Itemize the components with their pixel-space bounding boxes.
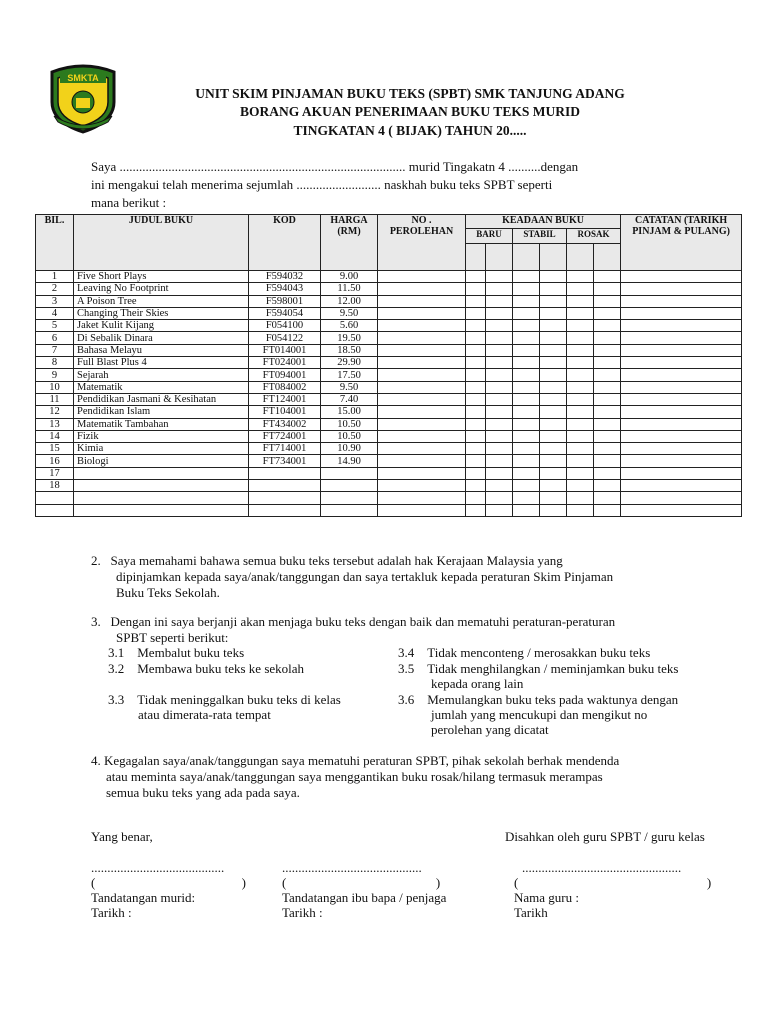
row-empty-cell	[594, 332, 621, 344]
row-empty-cell	[540, 283, 567, 295]
row-empty-cell	[594, 393, 621, 405]
rule-3-6: 3.6 Memulangkan buku teks pada waktunya dengan jumlah yang mencukupi dan mengikut no perolehan yang dicatat	[398, 692, 679, 737]
row-empty-cell	[486, 332, 513, 344]
table-row	[36, 504, 742, 516]
row-harga: 19.50	[321, 332, 378, 344]
row-bil	[36, 504, 74, 516]
col-judul: JUDUL BUKU	[74, 215, 249, 271]
table-row	[36, 418, 742, 430]
row-empty-cell	[594, 504, 621, 516]
row-empty-cell	[466, 480, 486, 492]
row-bil: 14	[36, 430, 74, 442]
col-baru: BARU	[466, 229, 513, 244]
row-empty-cell	[486, 283, 513, 295]
row-empty-cell	[486, 418, 513, 430]
row-empty-cell	[486, 271, 513, 283]
yang-benar: Yang benar,	[91, 829, 153, 844]
rule-3-3: 3.3 Tidak meninggalkan buku teks di kelas atau dimerata-rata tempat	[108, 692, 341, 722]
svg-text:SMKTA: SMKTA	[67, 73, 99, 83]
rule-3-1: 3.1 Membalut buku teks	[108, 645, 245, 660]
table-row	[36, 430, 742, 442]
row-empty-cell	[567, 357, 594, 369]
row-empty-cell	[378, 406, 466, 418]
row-empty-cell	[567, 455, 594, 467]
table-row	[36, 320, 742, 332]
row-empty-cell	[621, 455, 742, 467]
row-harga: 18.50	[321, 344, 378, 356]
row-kod: F594043	[249, 283, 321, 295]
row-empty-cell	[486, 480, 513, 492]
row-bil: 17	[36, 467, 74, 479]
col-bil: BIL.	[36, 215, 74, 271]
row-empty-cell	[378, 283, 466, 295]
row-kod: F598001	[249, 295, 321, 307]
row-empty-cell	[513, 295, 540, 307]
intro-line-3: mana berikut :	[91, 195, 167, 210]
col-catatan: CATATAN (TARIKH PINJAM & PULANG)	[621, 215, 742, 271]
row-empty-cell	[567, 295, 594, 307]
row-empty-cell	[621, 357, 742, 369]
row-empty-cell	[540, 393, 567, 405]
row-empty-cell	[567, 480, 594, 492]
row-harga: 10.90	[321, 443, 378, 455]
row-empty-cell	[540, 295, 567, 307]
row-kod: FT084002	[249, 381, 321, 393]
row-empty-cell	[466, 307, 486, 319]
row-judul: Bahasa Melayu	[74, 344, 249, 356]
row-bil: 1	[36, 271, 74, 283]
table-row	[36, 443, 742, 455]
table-row	[36, 283, 742, 295]
row-empty-cell	[486, 467, 513, 479]
row-empty-cell	[513, 320, 540, 332]
row-harga: 10.50	[321, 430, 378, 442]
row-empty-cell	[567, 307, 594, 319]
row-harga: 5.60	[321, 320, 378, 332]
table-row	[36, 393, 742, 405]
row-empty-cell	[621, 271, 742, 283]
row-empty-cell	[513, 418, 540, 430]
row-kod: FT024001	[249, 357, 321, 369]
table-row	[36, 295, 742, 307]
row-empty-cell	[540, 332, 567, 344]
row-empty-cell	[378, 295, 466, 307]
row-empty-cell	[513, 344, 540, 356]
row-empty-cell	[466, 455, 486, 467]
row-empty-cell	[621, 283, 742, 295]
row-empty-cell	[621, 467, 742, 479]
row-empty-cell	[567, 344, 594, 356]
row-empty-cell	[621, 430, 742, 442]
row-empty-cell	[466, 344, 486, 356]
row-empty-cell	[513, 307, 540, 319]
row-empty-cell	[513, 467, 540, 479]
row-empty-cell	[466, 430, 486, 442]
row-bil: 5	[36, 320, 74, 332]
row-empty-cell	[567, 393, 594, 405]
row-empty-cell	[567, 381, 594, 393]
row-empty-cell	[466, 467, 486, 479]
row-empty-cell	[594, 307, 621, 319]
row-empty-cell	[594, 480, 621, 492]
row-empty-cell	[567, 332, 594, 344]
row-kod: F594054	[249, 307, 321, 319]
row-empty-cell	[594, 271, 621, 283]
row-harga: 29.90	[321, 357, 378, 369]
row-kod	[249, 480, 321, 492]
row-empty-cell	[378, 344, 466, 356]
row-empty-cell	[513, 443, 540, 455]
col-harga: HARGA (RM)	[321, 215, 378, 271]
row-empty-cell	[567, 443, 594, 455]
row-empty-cell	[486, 430, 513, 442]
row-empty-cell	[378, 332, 466, 344]
row-judul: Kimia	[74, 443, 249, 455]
row-empty-cell	[567, 492, 594, 504]
row-empty-cell	[378, 369, 466, 381]
row-empty-cell	[594, 357, 621, 369]
row-kod: FT724001	[249, 430, 321, 442]
row-kod: FT104001	[249, 406, 321, 418]
row-empty-cell	[486, 320, 513, 332]
row-empty-cell	[594, 406, 621, 418]
row-empty-cell	[567, 504, 594, 516]
row-empty-cell	[540, 480, 567, 492]
row-bil: 6	[36, 332, 74, 344]
row-empty-cell	[378, 393, 466, 405]
row-bil: 9	[36, 369, 74, 381]
row-kod: F054100	[249, 320, 321, 332]
row-empty-cell	[513, 271, 540, 283]
row-empty-cell	[486, 455, 513, 467]
col-rosak: ROSAK	[567, 229, 621, 244]
row-empty-cell	[567, 369, 594, 381]
row-empty-cell	[378, 504, 466, 516]
row-empty-cell	[540, 418, 567, 430]
row-empty-cell	[513, 492, 540, 504]
table-row	[36, 492, 742, 504]
row-kod	[249, 504, 321, 516]
row-empty-cell	[621, 369, 742, 381]
row-bil: 2	[36, 283, 74, 295]
row-empty-cell	[466, 443, 486, 455]
row-empty-cell	[567, 271, 594, 283]
table-row	[36, 369, 742, 381]
row-empty-cell	[540, 455, 567, 467]
row-empty-cell	[513, 369, 540, 381]
row-judul: Jaket Kulit Kijang	[74, 320, 249, 332]
row-empty-cell	[594, 369, 621, 381]
row-bil: 12	[36, 406, 74, 418]
paragraph-2: 2. Saya memahami bahawa semua buku teks tersebut adalah hak Kerajaan Malaysia yang dipinjamkan kepada saya/anak/tanggungan dan saya tertakluk kepada peraturan Skim Pinjaman Buku Teks Sekolah.	[91, 553, 614, 600]
row-judul: Matematik Tambahan	[74, 418, 249, 430]
row-bil: 15	[36, 443, 74, 455]
row-empty-cell	[513, 381, 540, 393]
row-empty-cell	[621, 381, 742, 393]
row-empty-cell	[540, 430, 567, 442]
row-empty-cell	[621, 295, 742, 307]
row-empty-cell	[378, 467, 466, 479]
table-row	[36, 381, 742, 393]
row-bil: 3	[36, 295, 74, 307]
row-empty-cell	[540, 406, 567, 418]
row-bil: 8	[36, 357, 74, 369]
row-empty-cell	[621, 443, 742, 455]
row-empty-cell	[486, 295, 513, 307]
row-kod: F594032	[249, 271, 321, 283]
row-judul: Pendidikan Islam	[74, 406, 249, 418]
row-empty-cell	[513, 480, 540, 492]
row-empty-cell	[621, 480, 742, 492]
row-harga: 15.00	[321, 406, 378, 418]
row-empty-cell	[486, 357, 513, 369]
row-bil: 11	[36, 393, 74, 405]
row-empty-cell	[513, 393, 540, 405]
row-empty-cell	[621, 418, 742, 430]
row-empty-cell	[567, 406, 594, 418]
rule-3-5: 3.5 Tidak menghilangkan / meminjamkan buku teks kepada orang lain	[398, 661, 679, 691]
row-empty-cell	[466, 271, 486, 283]
row-kod: FT714001	[249, 443, 321, 455]
row-judul: Matematik	[74, 381, 249, 393]
row-empty-cell	[594, 418, 621, 430]
row-empty-cell	[378, 418, 466, 430]
row-harga: 9.00	[321, 271, 378, 283]
row-empty-cell	[466, 418, 486, 430]
row-empty-cell	[540, 492, 567, 504]
row-kod: FT434002	[249, 418, 321, 430]
row-empty-cell	[594, 430, 621, 442]
row-harga	[321, 504, 378, 516]
paragraph-4: 4. Kegagalan saya/anak/tanggungan saya mematuhi peraturan SPBT, pihak sekolah berhak mendenda atau meminta saya/anak/tanggungan saya menggantikan buku rosak/hilang termasuk merampas semua buku teks yang ada pada saya.	[91, 753, 620, 800]
row-empty-cell	[513, 430, 540, 442]
row-judul	[74, 467, 249, 479]
row-empty-cell	[486, 492, 513, 504]
row-kod: FT124001	[249, 393, 321, 405]
table-row	[36, 307, 742, 319]
table-row	[36, 357, 742, 369]
row-empty-cell	[540, 357, 567, 369]
row-empty-cell	[513, 455, 540, 467]
table-row	[36, 332, 742, 344]
row-empty-cell	[466, 381, 486, 393]
row-empty-cell	[486, 381, 513, 393]
row-empty-cell	[378, 320, 466, 332]
row-harga: 11.50	[321, 283, 378, 295]
row-empty-cell	[513, 406, 540, 418]
row-bil: 7	[36, 344, 74, 356]
row-harga: 9.50	[321, 307, 378, 319]
row-bil: 16	[36, 455, 74, 467]
row-empty-cell	[540, 320, 567, 332]
row-empty-cell	[567, 320, 594, 332]
row-judul: Changing Their Skies	[74, 307, 249, 319]
row-empty-cell	[486, 369, 513, 381]
disahkan-label: Disahkan oleh guru SPBT / guru kelas	[505, 829, 705, 844]
row-judul	[74, 480, 249, 492]
row-bil: 10	[36, 381, 74, 393]
row-kod	[249, 467, 321, 479]
row-harga	[321, 480, 378, 492]
row-empty-cell	[540, 467, 567, 479]
row-empty-cell	[513, 504, 540, 516]
row-empty-cell	[594, 467, 621, 479]
row-empty-cell	[486, 393, 513, 405]
row-harga	[321, 467, 378, 479]
row-judul: Five Short Plays	[74, 271, 249, 283]
row-kod: FT094001	[249, 369, 321, 381]
table-row	[36, 406, 742, 418]
row-empty-cell	[594, 295, 621, 307]
row-empty-cell	[486, 443, 513, 455]
row-empty-cell	[378, 357, 466, 369]
row-empty-cell	[567, 283, 594, 295]
row-empty-cell	[486, 406, 513, 418]
row-empty-cell	[540, 369, 567, 381]
row-judul: Leaving No Footprint	[74, 283, 249, 295]
row-judul: Sejarah	[74, 369, 249, 381]
row-harga: 9.50	[321, 381, 378, 393]
intro-line-2: ini mengakui telah menerima sejumlah .......................... naskhah buku teks SPBT seperti	[91, 177, 553, 192]
row-judul: Di Sebalik Dinara	[74, 332, 249, 344]
row-bil: 18	[36, 480, 74, 492]
col-keadaan: KEADAAN BUKU	[466, 215, 621, 229]
row-empty-cell	[594, 320, 621, 332]
row-empty-cell	[378, 381, 466, 393]
row-kod: FT014001	[249, 344, 321, 356]
row-bil	[36, 492, 74, 504]
col-kod: KOD	[249, 215, 321, 271]
row-empty-cell	[540, 443, 567, 455]
row-empty-cell	[567, 418, 594, 430]
row-empty-cell	[466, 393, 486, 405]
row-empty-cell	[513, 357, 540, 369]
row-empty-cell	[513, 332, 540, 344]
row-empty-cell	[378, 455, 466, 467]
table-row	[36, 480, 742, 492]
title-line-3: TINGKATAN 4 ( BIJAK) TAHUN 20.....	[293, 123, 527, 138]
row-empty-cell	[466, 369, 486, 381]
table-row	[36, 455, 742, 467]
row-empty-cell	[621, 393, 742, 405]
row-empty-cell	[621, 344, 742, 356]
signature-block-parent: ........................................... ( ) Tandatangan ibu bapa / penjaga Tarikh :	[282, 860, 447, 920]
row-empty-cell	[486, 504, 513, 516]
row-judul: A Poison Tree	[74, 295, 249, 307]
row-empty-cell	[466, 504, 486, 516]
signature-block-murid: ......................................... ( ) Tandatangan murid: Tarikh :	[91, 860, 246, 920]
row-empty-cell	[466, 332, 486, 344]
row-judul: Pendidikan Jasmani & Kesihatan	[74, 393, 249, 405]
row-empty-cell	[466, 492, 486, 504]
row-empty-cell	[486, 344, 513, 356]
title-line-2: BORANG AKUAN PENERIMAAN BUKU TEKS MURID	[240, 104, 580, 119]
row-empty-cell	[466, 406, 486, 418]
row-empty-cell	[567, 430, 594, 442]
row-empty-cell	[378, 480, 466, 492]
row-empty-cell	[621, 332, 742, 344]
row-empty-cell	[594, 344, 621, 356]
row-empty-cell	[621, 406, 742, 418]
row-empty-cell	[567, 467, 594, 479]
row-empty-cell	[594, 381, 621, 393]
intro-line-1: Saya ........................................................................................ murid Tingakatn 4 ..........dengan	[91, 159, 579, 174]
row-judul	[74, 492, 249, 504]
row-judul: Biologi	[74, 455, 249, 467]
row-empty-cell	[466, 295, 486, 307]
row-empty-cell	[621, 504, 742, 516]
row-empty-cell	[594, 455, 621, 467]
row-empty-cell	[486, 307, 513, 319]
row-empty-cell	[594, 492, 621, 504]
signature-block-teacher: ................................................. ( ) Nama guru : Tarikh	[514, 860, 712, 920]
row-empty-cell	[621, 307, 742, 319]
row-bil: 4	[36, 307, 74, 319]
row-harga: 14.90	[321, 455, 378, 467]
row-harga: 10.50	[321, 418, 378, 430]
row-empty-cell	[378, 492, 466, 504]
col-no-perolehan: NO . PEROLEHAN	[378, 215, 466, 271]
row-empty-cell	[621, 320, 742, 332]
table-row	[36, 344, 742, 356]
row-judul	[74, 504, 249, 516]
row-bil: 13	[36, 418, 74, 430]
row-empty-cell	[378, 443, 466, 455]
row-empty-cell	[513, 283, 540, 295]
row-empty-cell	[466, 320, 486, 332]
rule-3-4: 3.4 Tidak menconteng / merosakkan buku teks	[398, 645, 651, 660]
row-empty-cell	[540, 381, 567, 393]
rule-3-2: 3.2 Membawa buku teks ke sekolah	[108, 661, 305, 676]
row-harga	[321, 492, 378, 504]
row-harga: 17.50	[321, 369, 378, 381]
title-line-1: UNIT SKIM PINJAMAN BUKU TEKS (SPBT) SMK TANJUNG ADANG	[195, 86, 625, 101]
row-kod: F054122	[249, 332, 321, 344]
row-empty-cell	[378, 307, 466, 319]
row-empty-cell	[378, 430, 466, 442]
row-judul: Full Blast Plus 4	[74, 357, 249, 369]
col-stabil: STABIL	[513, 229, 567, 244]
row-kod: FT734001	[249, 455, 321, 467]
row-harga: 12.00	[321, 295, 378, 307]
row-judul: Fizik	[74, 430, 249, 442]
row-kod	[249, 492, 321, 504]
row-empty-cell	[540, 307, 567, 319]
row-harga: 7.40	[321, 393, 378, 405]
row-empty-cell	[466, 283, 486, 295]
row-empty-cell	[540, 344, 567, 356]
table-row	[36, 271, 742, 283]
row-empty-cell	[466, 357, 486, 369]
paragraph-3: 3. Dengan ini saya berjanji akan menjaga buku teks dengan baik dan mematuhi peraturan-peraturan SPBT seperti berikut:	[91, 614, 616, 645]
row-empty-cell	[621, 492, 742, 504]
row-empty-cell	[540, 504, 567, 516]
row-empty-cell	[594, 283, 621, 295]
row-empty-cell	[540, 271, 567, 283]
book-table	[35, 214, 742, 517]
row-empty-cell	[594, 443, 621, 455]
row-empty-cell	[378, 271, 466, 283]
table-row	[36, 467, 742, 479]
